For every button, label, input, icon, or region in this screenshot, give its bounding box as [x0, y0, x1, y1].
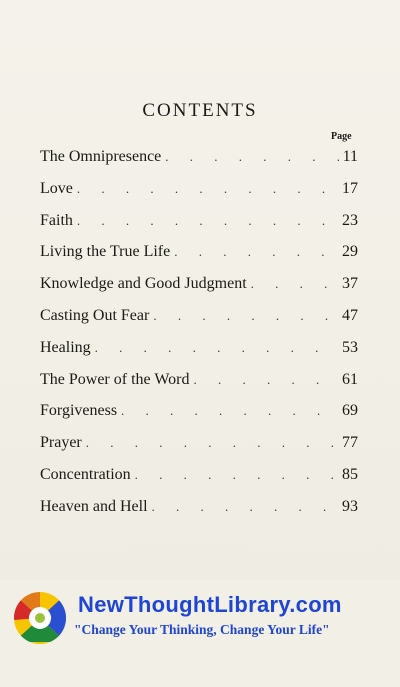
toc-entry-title: The Omnipresence [40, 148, 162, 165]
toc-entry-title: Prayer [40, 434, 82, 452]
toc-entry[interactable] [40, 173, 358, 205]
contents-heading: CONTENTS [142, 100, 258, 121]
toc-entry[interactable] [40, 268, 358, 300]
toc-entry[interactable] [40, 236, 358, 268]
dot-leader [77, 173, 338, 205]
tricolor-circle-logo-icon[interactable] [12, 590, 68, 646]
toc-entry[interactable] [40, 141, 358, 173]
dot-leader [194, 364, 339, 396]
dot-leader [165, 141, 338, 173]
toc-entry-title: The Power of the Word [40, 370, 190, 388]
dot-leader [251, 268, 338, 300]
toc-entry-title: Faith [40, 211, 73, 229]
site-name-link[interactable]: NewThoughtLibrary.com [78, 592, 342, 617]
dot-leader [77, 205, 338, 237]
dot-leader [121, 395, 338, 427]
toc-entry-page: 53 [342, 338, 358, 356]
toc-entry-page: 77 [342, 434, 358, 452]
toc-entry-title: Knowledge and Good Judgment [40, 275, 247, 293]
table-of-contents [40, 141, 358, 523]
toc-entry-page: 47 [342, 306, 358, 324]
toc-entry-title: Forgiveness [40, 402, 118, 420]
toc-entry-title: Casting Out Fear [40, 306, 150, 324]
toc-entry-title: Concentration [40, 465, 131, 483]
dot-leader [86, 427, 338, 459]
toc-entry[interactable] [40, 205, 358, 237]
toc-entry-title: Love [40, 179, 73, 197]
dot-leader [153, 300, 338, 332]
toc-entry-page: 11 [342, 148, 358, 165]
toc-entry[interactable] [40, 491, 358, 523]
dot-leader [174, 236, 338, 268]
toc-entry-page: 29 [342, 243, 358, 261]
toc-entry-page: 85 [342, 465, 358, 483]
toc-entry-page: 93 [342, 497, 358, 515]
toc-entry-title: Heaven and Hell [40, 497, 148, 515]
toc-entry-page: 23 [342, 211, 358, 229]
dot-leader [152, 491, 338, 523]
toc-entry-page: 37 [342, 275, 358, 293]
site-tagline: "Change Your Thinking, Change Your Life" [74, 622, 330, 637]
page-column-label: Page [331, 131, 352, 142]
toc-entry-page: 17 [342, 179, 358, 197]
toc-entry[interactable] [40, 427, 358, 459]
dot-leader [135, 459, 338, 491]
toc-entry[interactable] [40, 395, 358, 427]
toc-entry[interactable] [40, 364, 358, 396]
toc-entry-title: Healing [40, 338, 91, 356]
dot-leader [95, 332, 338, 364]
toc-entry[interactable] [40, 300, 358, 332]
toc-entry-page: 61 [342, 370, 358, 388]
toc-entry-title: Living the True Life [40, 243, 171, 261]
toc-entry[interactable] [40, 332, 358, 364]
toc-entry[interactable] [40, 459, 358, 491]
toc-entry-page: 69 [342, 402, 358, 420]
